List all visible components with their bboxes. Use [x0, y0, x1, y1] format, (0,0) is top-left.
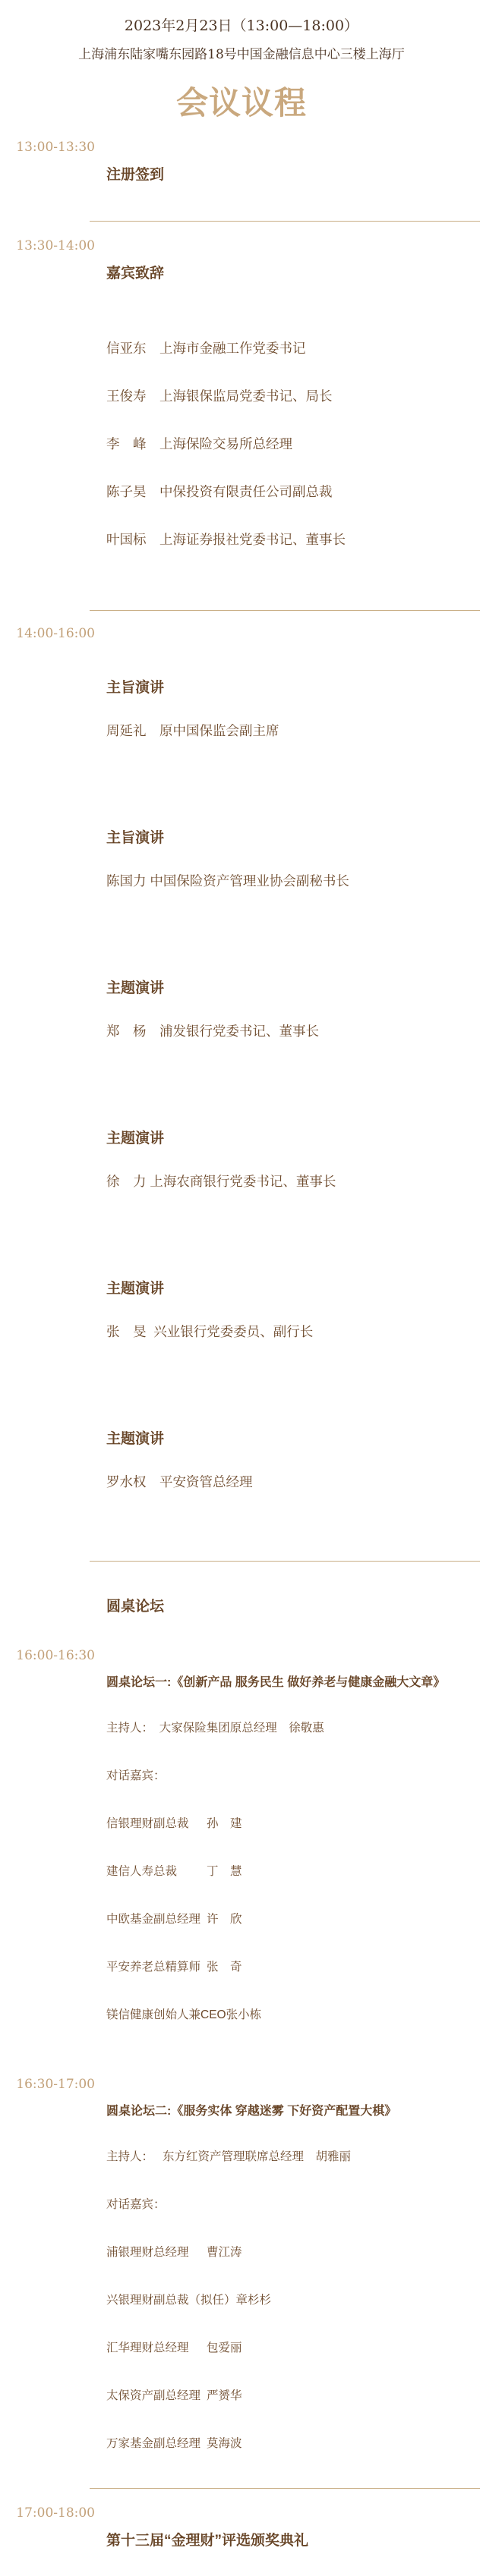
agenda-row-opening: [0, 238, 483, 605]
time-label: 14:00-16:00: [16, 626, 95, 641]
agenda-row-roundtable1: [0, 1648, 483, 2052]
roundtable-section-label: 圆桌论坛: [106, 1599, 165, 1615]
guest-name: 丁 慧: [207, 1865, 242, 1878]
agenda-row-awards: [0, 2505, 483, 2576]
talk-speaker: 张 旻 兴业银行党委委员、副行长: [106, 1324, 314, 1339]
page-title: 会议议程: [175, 84, 307, 121]
speaker-line: 王俊寿 上海银保监局党委书记、局长: [106, 388, 333, 404]
talk-block: [106, 804, 483, 916]
guest-role: 信银理财副总裁: [106, 1817, 189, 1830]
speaker-line: 信亚东 上海市金融工作党委书记: [106, 341, 306, 356]
time-label: 17:00-18:00: [16, 2505, 95, 2521]
guest-role: 镁信健康创始人兼CEO: [106, 2008, 226, 2021]
talk-speaker: 罗水权 平安资管总经理: [106, 1474, 253, 1489]
talk-type-label: 主旨演讲: [106, 680, 165, 696]
guest-name: 曹江涛: [207, 2246, 242, 2259]
talk-speaker: 周延礼 原中国保监会副主席: [106, 723, 279, 738]
guest-name: 章杉杉: [235, 2294, 272, 2307]
time-label: 16:00-16:30: [16, 1648, 95, 1663]
talk-block: [106, 1404, 483, 1517]
guest-row: [106, 2242, 483, 2263]
session-title: 嘉宾致辞: [106, 266, 165, 282]
talk-type-label: 主旨演讲: [106, 830, 165, 846]
roundtable-section-row: [0, 1571, 483, 1642]
guest-row: [106, 1861, 483, 1882]
guest-name: 包爱丽: [207, 2342, 242, 2354]
guest-row: [106, 2338, 483, 2358]
guest-name: 张小栋: [226, 2008, 262, 2021]
talk-type-label: 主题演讲: [106, 1431, 165, 1447]
event-date: 2023年2月23日（13:00—18:00）: [124, 17, 359, 34]
guest-name: 孙 建: [207, 1817, 242, 1830]
guest-role: 万家基金副总经理: [106, 2437, 201, 2450]
time-label: 16:30-17:00: [16, 2077, 95, 2092]
guest-role: 建信人寿总裁: [106, 1865, 178, 1878]
guest-role: 平安养老总精算师: [106, 1961, 201, 1974]
guest-name: 莫海波: [207, 2437, 242, 2450]
talk-type-label: 主题演讲: [106, 980, 165, 996]
talk-type-label: 主题演讲: [106, 1281, 165, 1297]
guest-row: [106, 2386, 483, 2406]
roundtable-title: 圆桌论坛二:《服务实体 穿越迷雾 下好资产配置大棋》: [106, 2105, 397, 2118]
host-line: 主持人： 大家保险集团原总经理 徐敬惠: [106, 1722, 324, 1735]
roundtable-title: 圆桌论坛一:《创新产品 服务民生 做好养老与健康金融大文章》: [106, 1676, 446, 1689]
guest-role: 汇华理财总经理: [106, 2342, 189, 2354]
guests-label: 对话嘉宾：: [106, 1769, 166, 1782]
agenda-row-keynotes: [0, 626, 483, 1555]
guest-name: 张 奇: [207, 1961, 242, 1974]
agenda-row-registration: [0, 140, 483, 210]
host-line: 主持人： 东方红资产管理联席总经理 胡雅丽: [106, 2150, 352, 2163]
agenda-list: [0, 140, 483, 2576]
session-title: 第十三届“金理财”评选颁奖典礼: [106, 2533, 309, 2549]
guest-role: 中欧基金副总经理: [106, 1913, 201, 1926]
talk-speaker: 陈国力 中国保险资产管理业协会副秘书长: [106, 873, 349, 889]
guest-role: 浦银理财总经理: [106, 2246, 189, 2259]
talk-block: [106, 1254, 483, 1367]
time-label: 13:30-14:00: [16, 238, 95, 253]
talk-speaker: 郑 杨 浦发银行党委书记、董事长: [106, 1024, 319, 1039]
guest-role: 太保资产副总经理: [106, 2389, 201, 2402]
guest-row: [106, 1957, 483, 1977]
speaker-line: 叶国标 上海证券报社党委书记、董事长: [106, 532, 346, 547]
guest-role: 兴银理财副总裁（拟任）: [106, 2294, 236, 2307]
divider: [90, 1561, 480, 1562]
guest-row: [106, 1909, 483, 1930]
divider: [90, 2488, 480, 2489]
event-venue: 上海浦东陆家嘴东园路18号中国金融信息中心三楼上海厅: [78, 47, 405, 62]
speaker-line: 陈子昊 中保投资有限责任公司副总裁: [106, 484, 333, 499]
agenda-row-roundtable2: [0, 2077, 483, 2481]
talk-block: [106, 1104, 483, 1216]
session-title: 注册签到: [106, 167, 165, 183]
talk-type-label: 主题演讲: [106, 1131, 165, 1146]
talk-block: [106, 954, 483, 1066]
speaker-list: [106, 311, 483, 577]
speaker-line: 李 峰 上海保险交易所总经理: [106, 436, 292, 451]
guest-row: [106, 2290, 483, 2310]
talk-block: [106, 653, 483, 766]
guests-label: 对话嘉宾：: [106, 2198, 166, 2211]
guest-name: 严赟华: [207, 2389, 242, 2402]
guest-row: [106, 2005, 483, 2025]
divider: [90, 221, 480, 222]
talk-speaker: 徐 力 上海农商银行党委书记、董事长: [106, 1174, 336, 1189]
guest-row: [106, 1813, 483, 1834]
time-label: 13:00-13:30: [16, 140, 95, 155]
divider: [90, 610, 480, 611]
guest-row: [106, 2433, 483, 2454]
guest-name: 许 欣: [207, 1913, 242, 1926]
